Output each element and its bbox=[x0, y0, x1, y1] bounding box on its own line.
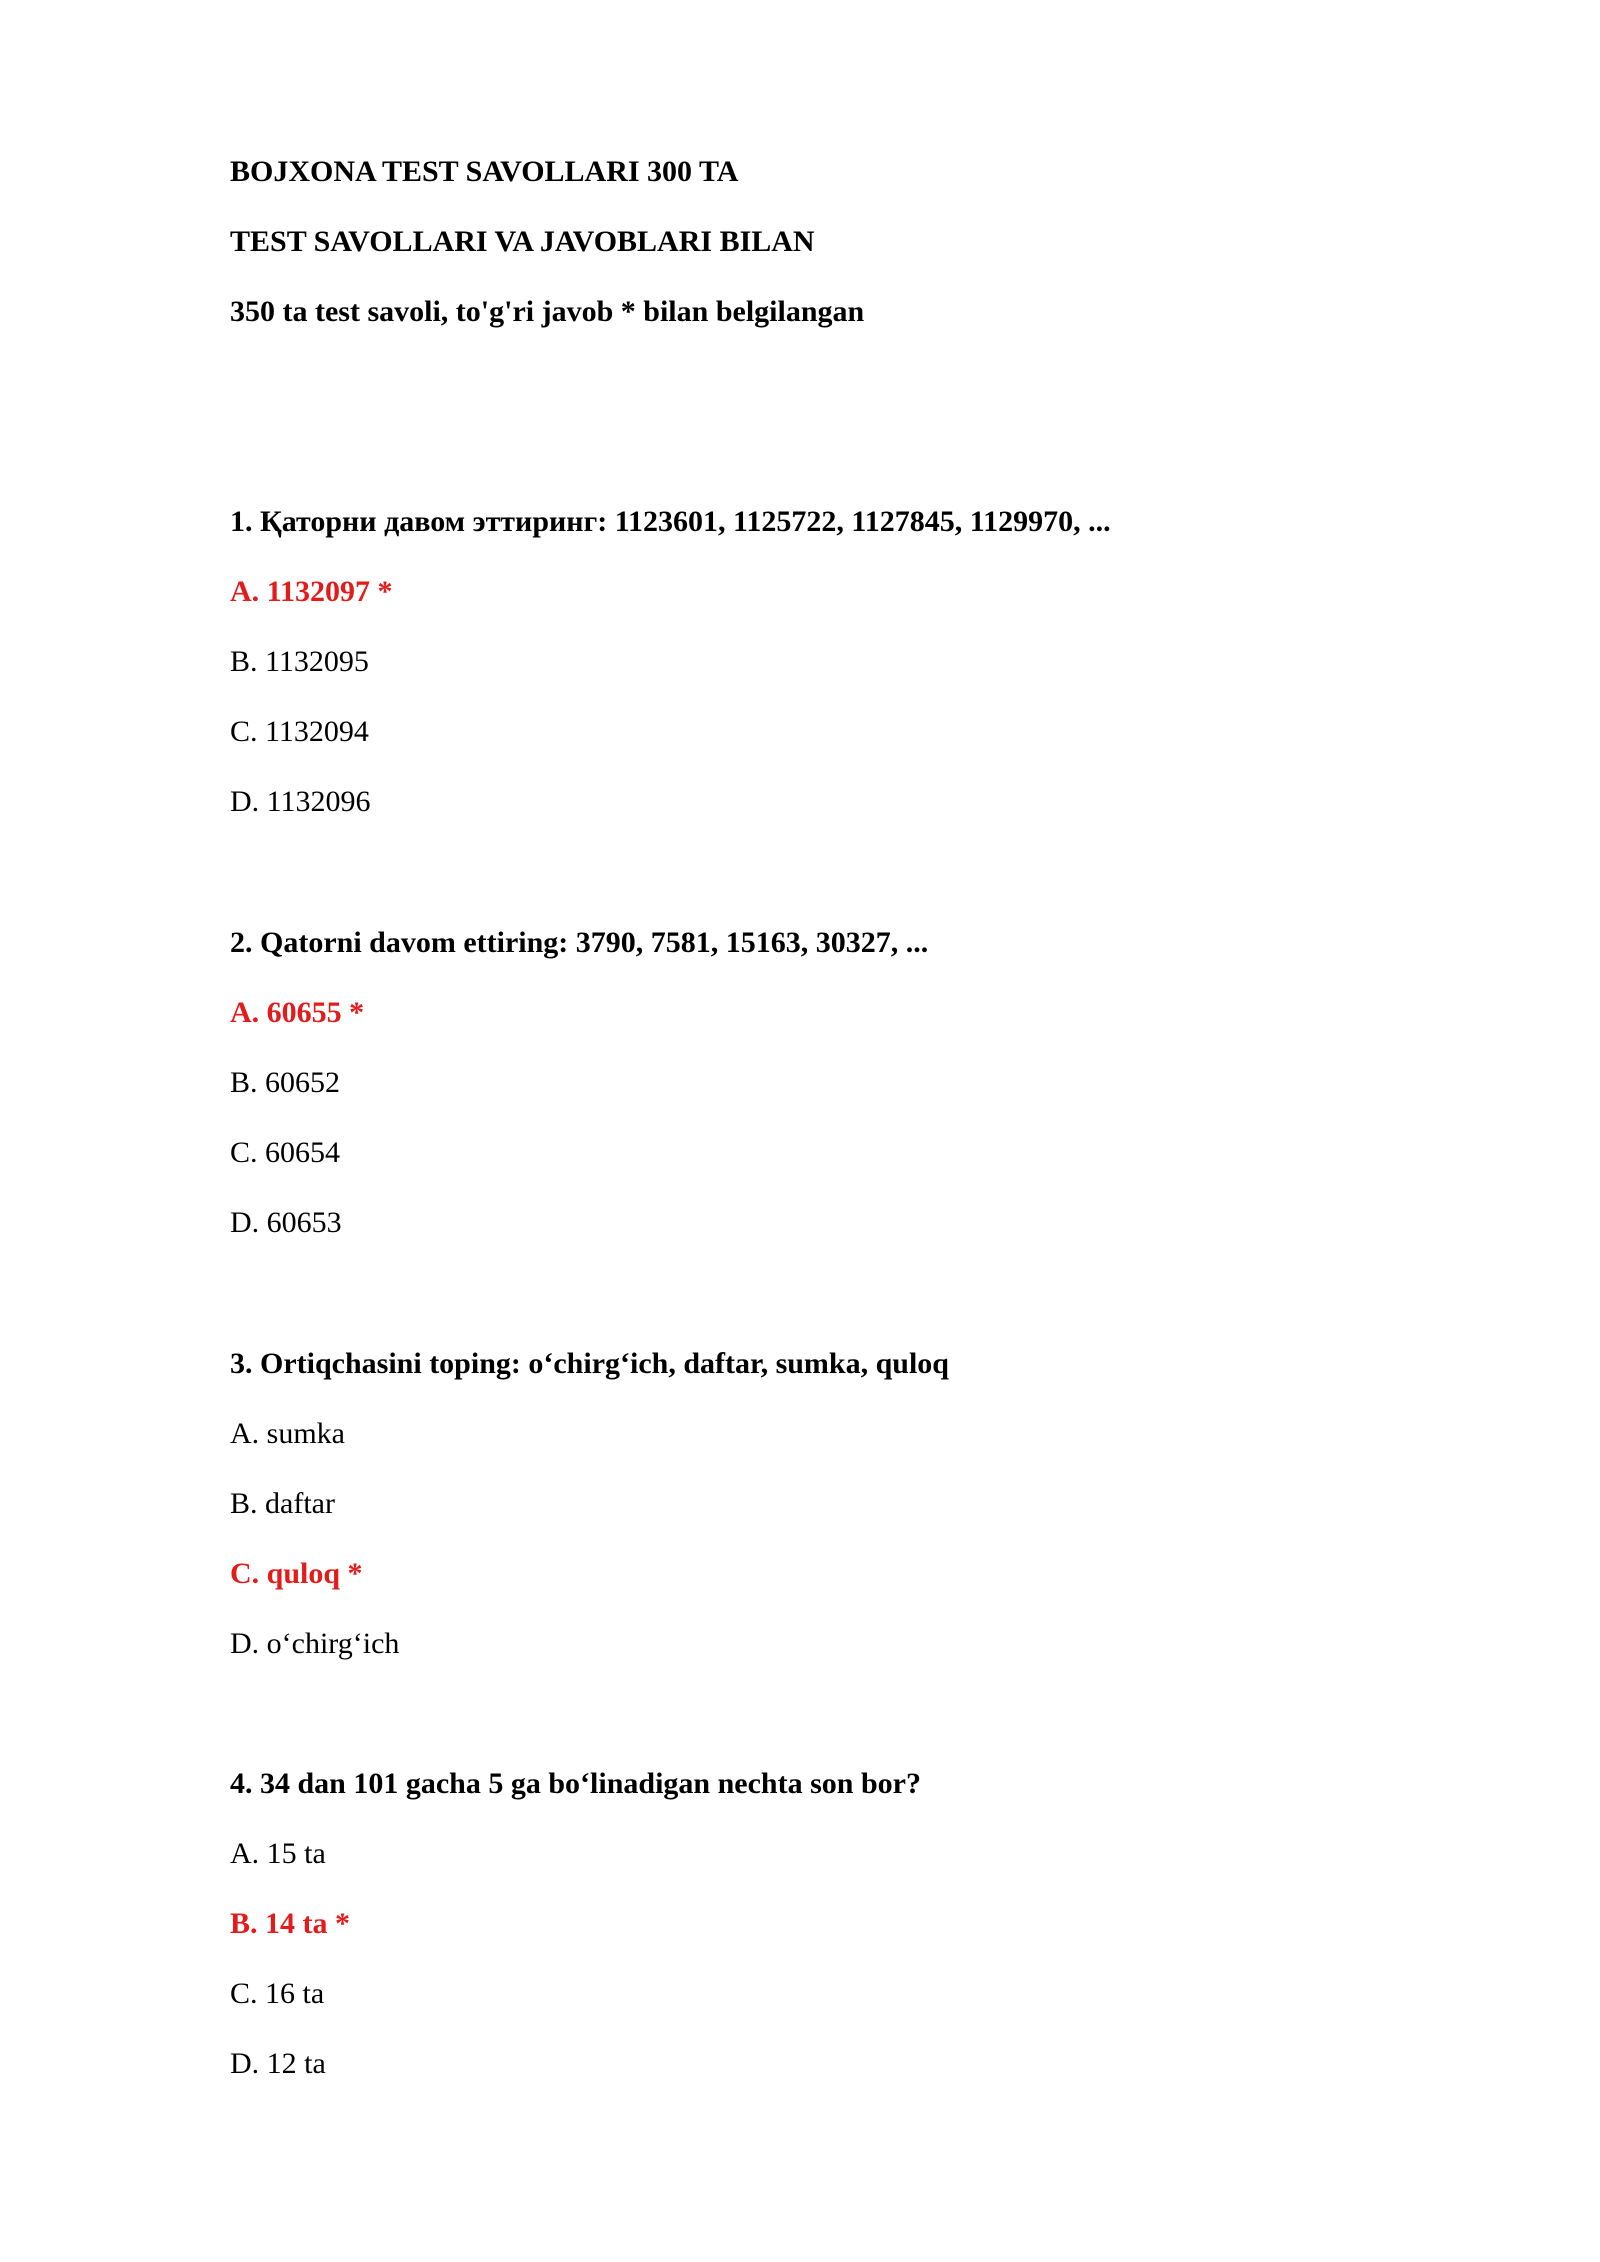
answer-option-correct: B. 14 ta * bbox=[230, 1907, 350, 1940]
answer-option: A. 15 ta bbox=[230, 1837, 326, 1870]
answer-option: B. 1132095 bbox=[230, 645, 369, 678]
question-text: 3. Ortiqchasini toping: o‘chirg‘ich, daftar, sumka, quloq bbox=[230, 1347, 949, 1380]
answer-option-correct: C. quloq * bbox=[230, 1557, 363, 1590]
answer-option-correct: A. 60655 * bbox=[230, 996, 365, 1029]
question-text: 2. Qatorni davom ettiring: 3790, 7581, 15163, 30327, ... bbox=[230, 926, 929, 959]
document-title: BOJXONA TEST SAVOLLARI 300 TA bbox=[230, 155, 739, 188]
answer-option: A. sumka bbox=[230, 1417, 345, 1450]
answer-option: D. o‘chirg‘ich bbox=[230, 1627, 400, 1660]
answer-option: C. 60654 bbox=[230, 1136, 341, 1169]
answer-option: D. 60653 bbox=[230, 1206, 342, 1239]
document-subtitle: TEST SAVOLLARI VA JAVOBLARI BILAN bbox=[230, 225, 815, 258]
answer-option: C. 1132094 bbox=[230, 715, 369, 748]
answer-option: C. 16 ta bbox=[230, 1977, 325, 2010]
question-text: 1. Қаторни давом эттиринг: 1123601, 1125722, 1127845, 1129970, ... bbox=[230, 505, 1111, 538]
document-note: 350 ta test savoli, to'g'ri javob * bilan belgilangan bbox=[230, 295, 865, 328]
answer-option: D. 12 ta bbox=[230, 2047, 326, 2080]
answer-option-correct: A. 1132097 * bbox=[230, 575, 393, 608]
answer-option: B. 60652 bbox=[230, 1066, 341, 1099]
answer-option: B. daftar bbox=[230, 1487, 335, 1520]
question-text: 4. 34 dan 101 gacha 5 ga bo‘linadigan nechta son bor? bbox=[230, 1767, 921, 1800]
answer-option: D. 1132096 bbox=[230, 785, 371, 818]
